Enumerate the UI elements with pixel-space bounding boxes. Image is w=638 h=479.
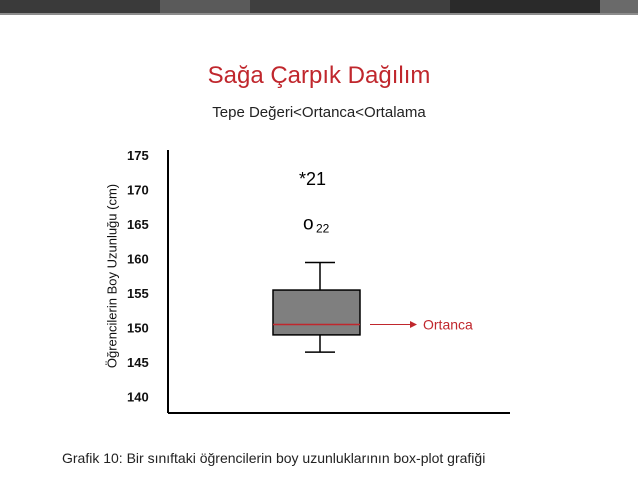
y-tick-label: 160 [127,251,149,267]
y-tick-label: 175 [127,148,149,163]
y-tick-label: 170 [127,182,149,198]
y-tick-label: 150 [127,320,149,336]
outlier-marker-star: *21 [299,169,327,190]
interquartile-box [273,290,360,335]
outlier-label: 22 [316,221,330,236]
slide-subtitle: Tepe Değeri<Ortanca<Ortalama [212,104,426,121]
y-tick-label: 155 [127,286,149,301]
y-tick-label: 165 [127,217,149,232]
y-axis-label: Öğrencilerin Boy Uzunluğu (cm) [104,183,120,369]
y-tick-label: 145 [127,355,149,370]
y-tick-label: 140 [127,389,149,405]
figure-caption: Grafik 10: Bir sınıftaki öğrencilerin boy uzunluklarının box-plot grafiği [62,450,486,466]
annotation-label: Ortanca [423,316,473,333]
outlier-marker-circle: o [303,213,314,235]
annotation-arrow-head [410,321,417,328]
slide-title: Sağa Çarpık Dağılım [207,62,431,89]
